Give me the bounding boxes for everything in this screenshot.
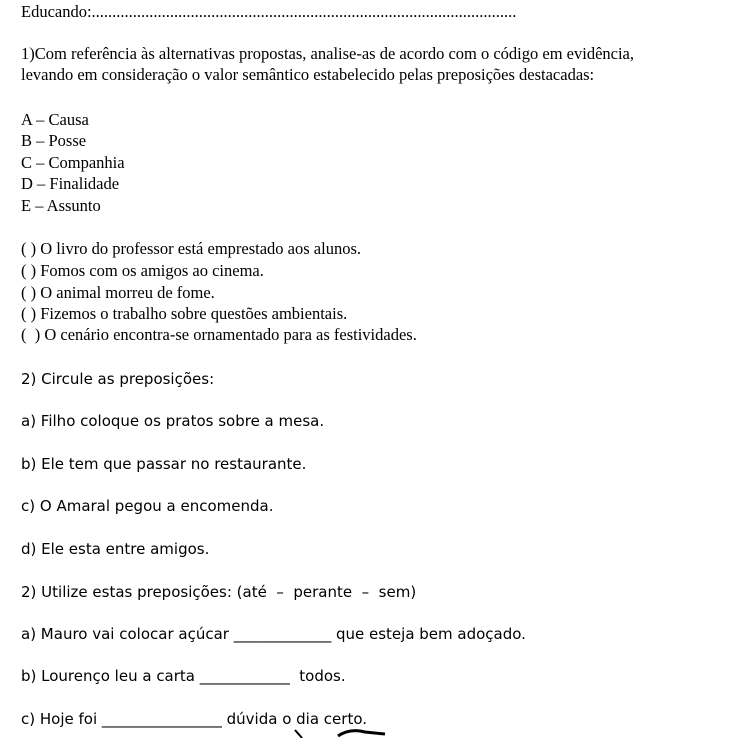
code-item: E – Assunto bbox=[21, 196, 101, 215]
q3-item: c) Hoje foi ________________ dúvida o dia certo. bbox=[21, 710, 368, 728]
q1-item: ( ) O animal morreu de fome. bbox=[21, 283, 215, 302]
educando-line: Educando:....................................................................................................... bbox=[21, 2, 517, 21]
q1-intro-line-1: 1)Com referência às alternativas propostas, analise-as de acordo com o código em evidência, bbox=[21, 44, 635, 63]
q2-item: c) O Amaral pegou a encomenda. bbox=[21, 497, 274, 515]
code-item: A – Causa bbox=[21, 110, 89, 129]
q1-item: ( ) Fizemos o trabalho sobre questões ambientais. bbox=[21, 304, 348, 323]
code-item: C – Companhia bbox=[21, 153, 125, 172]
q2-title: 2) Circule as preposições: bbox=[21, 370, 215, 388]
q2-item: a) Filho coloque os pratos sobre a mesa. bbox=[21, 412, 325, 430]
q3-item: b) Lourenço leu a carta ____________ todos. bbox=[21, 667, 346, 685]
q1-item: ( ) O livro do professor está emprestado aos alunos. bbox=[21, 239, 361, 258]
q1-item: ( ) O cenário encontra-se ornamentado para as festividades. bbox=[21, 325, 417, 344]
q3-item: a) Mauro vai colocar açúcar _____________ que esteja bem adoçado. bbox=[21, 625, 526, 643]
q3-title: 2) Utilize estas preposições: (até – perante – sem) bbox=[21, 583, 417, 601]
q2-item: d) Ele esta entre amigos. bbox=[21, 540, 210, 558]
q1-intro-line-2: levando em consideração o valor semântico estabelecido pelas preposições destacadas: bbox=[21, 65, 595, 84]
clipart-fragment-icon bbox=[290, 728, 410, 738]
code-item: D – Finalidade bbox=[21, 174, 120, 193]
q2-item: b) Ele tem que passar no restaurante. bbox=[21, 455, 307, 473]
code-item: B – Posse bbox=[21, 131, 87, 150]
q1-item: ( ) Fomos com os amigos ao cinema. bbox=[21, 261, 264, 280]
